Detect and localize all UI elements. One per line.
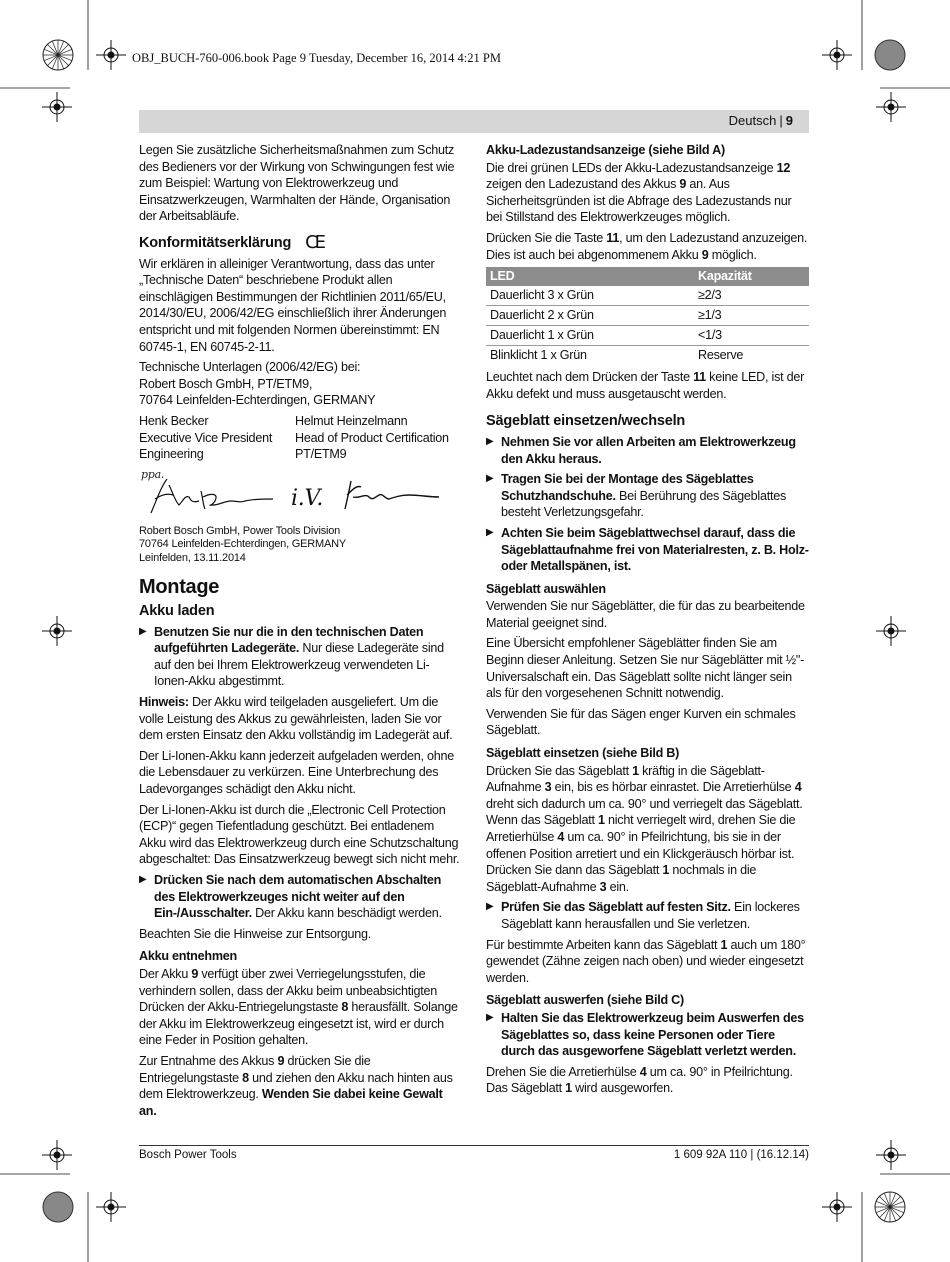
auswaehlen-paragraph-1: Verwenden Sie nur Sägeblätter, die für das zu bearbeitende Material geeignet sind. [486, 599, 805, 630]
table-cell: <1/3 [694, 326, 809, 346]
ref-number: 9 [191, 966, 199, 981]
bullet-pruefen-bold: Prüfen Sie das Sägeblatt auf festen Sitz. [501, 900, 731, 915]
led-table [486, 267, 809, 365]
table-cell: ≥1/3 [694, 306, 809, 326]
signer1-name: Henk Becker [139, 413, 209, 428]
table-cell: Dauerlicht 2 x Grün [486, 306, 694, 326]
defekt-paragraph [486, 369, 810, 402]
bullet-materialresten-text: Achten Sie beim Sägeblattwechsel darauf, dass die Sägeblattaufnahme frei von Materialresten, z. B. Holz- oder Metallspänen, ist. [501, 525, 809, 574]
ladezustand-paragraph-1 [486, 160, 810, 226]
ref-number: 1 [632, 763, 639, 778]
konformitaet-heading [139, 231, 463, 253]
text-run: Zur Entnahme des Akkus [139, 1053, 278, 1068]
ref-number: 4 [557, 830, 565, 844]
bullet-abschalten-text [154, 872, 463, 922]
text-run: wird ausgeworfen. [571, 1081, 674, 1096]
handwritten-signatures [139, 465, 463, 521]
text-run: drücken Sie die Entriegelungstaste [139, 1053, 371, 1085]
bullet-auswerfen [486, 1010, 810, 1060]
text-run: Drücken Sie das Sägeblatt [486, 763, 633, 778]
signers-block [139, 413, 463, 463]
akku-laden-title: Akku laden [139, 603, 215, 620]
footer-brand: Bosch Power Tools [139, 1149, 237, 1161]
text-run: um ca. 90° in Pfeilrichtung. Das Sägeblatt [486, 1064, 793, 1096]
ref-number: 8 [341, 1000, 349, 1015]
einsetzen-paragraph [486, 763, 810, 896]
text-run: nicht verriegelt wird, drehen Sie die Arretierhülse [486, 813, 796, 844]
akku-entnehmen-title: Akku entnehmen [139, 949, 237, 964]
tech-docs-block [139, 359, 463, 409]
text-run: nochmals in die Sägeblatt-Aufnahme [486, 863, 757, 894]
bullet-arrow-icon: ▶ [486, 435, 494, 447]
bullet-abschalten-bold: Drücken Sie nach dem automatischen Abschalten des Elektrowerkzeuges nicht weiter auf den Ein-/Ausschalter. [154, 872, 442, 921]
montage-title: Montage [139, 576, 220, 599]
text-run: auch um 180° gewendet (Zähne zeigen nach oben) und wieder eingesetzt werden. [486, 937, 806, 985]
ref-number: 1 [565, 1081, 572, 1096]
bullet-arrow-icon: ▶ [139, 625, 147, 637]
text-run: Drehen Sie die Arretierhülse [486, 1064, 640, 1079]
ref-number: 4 [639, 1064, 647, 1079]
table-cell: Blinklicht 1 x Grün [490, 348, 587, 363]
table-row [486, 326, 809, 346]
hinweis-label: Hinweis: [139, 695, 189, 710]
led-table-header-led: LED [486, 267, 694, 286]
signer1-role1: Executive Vice President [139, 430, 273, 445]
konformitaet-text: Wir erklären in alleiniger Verantwortung, dass das unter „Technische Daten“ beschriebene Produkt allen einschlägigen Bestimmungen der Richtlinien 2011/65/EU, 2014/30/EU, 2006/42/EG einschließlich ihrer Änderungen entspricht und mit folgenden Normen übereinstimmt: EN 60745-1, EN 60745-2-11. [139, 256, 447, 354]
led-table-header-kapazitaet: Kapazität [694, 267, 809, 286]
ref-number: 3 [599, 879, 607, 894]
table-cell: Dauerlicht 3 x Grün [486, 286, 694, 306]
bullet-arrow-icon: ▶ [486, 526, 494, 538]
company-line1: Robert Bosch GmbH, Power Tools Division [139, 524, 341, 537]
led-table-header-row [486, 267, 809, 286]
header-bar [139, 110, 809, 133]
saegeblatt-title: Sägeblatt einsetzen/wechseln [486, 413, 686, 430]
text-run: herausfällt. Solange der Akku im Elektrowerkzeug eingesetzt ist, wird er durch eine Feder in Position gehalten. [139, 1000, 458, 1048]
text-run: kräftig in die Sägeblatt-Aufnahme [486, 763, 765, 795]
right-column [486, 142, 810, 1101]
bullet-arrow-icon: ▶ [486, 901, 494, 913]
hinweis-text: Der Akku wird teilgeladen ausgeliefert. Um die volle Leistung des Akkus zu gewährleisten, laden Sie vor dem ersten Einsatz den Akku vollständig im Ladegerät auf. [139, 695, 453, 743]
company-line2: 70764 Leinfelden-Echterdingen, GERMANY [139, 538, 347, 551]
table-cell: Dauerlicht 1 x Grün [486, 326, 694, 346]
bullet-pruefen [486, 899, 810, 932]
text-run: Leuchtet nach dem Drücken der Taste [486, 370, 694, 385]
left-column [139, 142, 463, 1123]
auswerfen-paragraph [486, 1064, 810, 1097]
bullet-arrow-icon: ▶ [486, 1011, 494, 1023]
auswerfen-title: Sägeblatt auswerfen (siehe Bild C) [486, 993, 684, 1008]
company-line3: Leinfelden, 13.11.2014 [139, 551, 246, 564]
bullet-akku-heraus [486, 434, 810, 467]
hinweis-paragraph [139, 694, 463, 744]
bullet-ladegeraete-text [154, 624, 463, 690]
bullet-auswerfen-text: Halten Sie das Elektrowerkzeug beim Auswerfen des Sägeblattes so, dass keine Personen oder Tiere durch das ausgeworfene Sägeblatt verletzt werden. [501, 1010, 804, 1059]
bullet-ladegeraete-rest: Nur diese Ladegeräte sind auf den bei Ihrem Elektrowerkzeug verwendeten Li-Ionen-Akku abgestimmt. [154, 641, 444, 689]
signer2-role1: Head of Product Certification [295, 430, 449, 445]
text-run: an. Aus Sicherheitsgründen ist die Abfrage des Ladezustands nur bei Stillstand des Elektrowerkzeuges möglich. [486, 177, 792, 225]
bullet-schutzhandschuhe-bold: Tragen Sie bei der Montage des Sägeblattes Schutzhandschuhe. [501, 472, 754, 503]
auswaehlen-paragraph-2: Eine Übersicht empfohlener Sägeblätter finden Sie am Beginn dieser Anleitung. Setzen Sie nur Sägeblätter mit ½"-Universalschaft ein. Das Sägeblatt sollte nicht länger sein als für den vorgesehenen Schnitt notwendig. [486, 636, 805, 701]
ref-number: 9 [277, 1053, 285, 1068]
text-run: keine LED, ist der Akku defekt und muss ausgetauscht werden. [486, 370, 805, 401]
text-run: ein. [606, 879, 629, 894]
ref-number: 9 [679, 177, 687, 192]
company-block [139, 525, 463, 566]
entnehmen-paragraph-1 [139, 966, 463, 1049]
einsetzen-title: Sägeblatt einsetzen (siehe Bild B) [486, 746, 680, 761]
bullet-abschalten-rest: Der Akku kann beschädigt werden. [251, 906, 442, 921]
signature-iv: i.V. [291, 485, 324, 511]
table-row [486, 346, 809, 366]
entnehmen-paragraph-2 [139, 1053, 463, 1119]
text-run: möglich. [708, 247, 757, 262]
text-run: Drücken Sie die Taste [486, 230, 607, 245]
header-language: Deutsch | 9 [728, 113, 793, 128]
bestimmte-paragraph [486, 937, 810, 987]
text-run: um ca. 90° in Pfeilrichtung, bis sie in der offenen Position arretiert und ein Klickgeräusch hörbar ist. Drücken Sie dann das Sägeblatt [486, 830, 795, 878]
ref-number: 11 [606, 230, 620, 245]
ref-number: 4 [794, 780, 802, 795]
signer1-role2: Engineering [139, 447, 204, 462]
signature-ppa: ppa. [141, 467, 165, 481]
ref-number: 1 [720, 937, 728, 952]
footer-doc-number: 1 609 92A 110 | (16.12.14) [673, 1149, 809, 1161]
ref-number: 3 [544, 780, 552, 795]
ref-number: 8 [242, 1070, 249, 1085]
ref-number: 11 [693, 370, 706, 385]
liion-paragraph: Der Li-Ionen-Akku kann jederzeit aufgeladen werden, ohne die Lebensdauer zu verkürzen. Eine Unterbrechung des Ladevorganges schädigt den Akku nicht. [139, 748, 455, 796]
text-run: zeigen den Ladezustand des Akkus [486, 177, 680, 192]
tech-docs-company: Robert Bosch GmbH, PT/ETM9, [139, 376, 313, 391]
text-run: und ziehen den Akku nach hinten aus dem Elektrowerkzeug. [139, 1070, 453, 1102]
ladezustand-paragraph-2 [486, 230, 810, 263]
text-run: Für bestimmte Arbeiten kann das Sägeblatt [486, 937, 721, 952]
signer2-role2: PT/ETM9 [295, 447, 347, 462]
bullet-materialresten [486, 525, 810, 575]
signatures [139, 465, 463, 521]
header-language-label: Deutsch [728, 113, 777, 128]
table-row [486, 306, 809, 326]
ref-number: 1 [597, 813, 605, 828]
ce-mark-icon: CE [305, 231, 324, 253]
table-cell: ≥2/3 [694, 286, 809, 306]
ref-number: 12 [776, 160, 791, 175]
footer-divider [139, 1145, 809, 1146]
tech-docs-address: 70764 Leinfelden-Echterdingen, GERMANY [139, 393, 376, 408]
table-row [486, 286, 809, 306]
tech-docs-label: Technische Unterlagen (2006/42/EG) bei: [139, 360, 361, 375]
text-run: ein, bis es hörbar einrastet. Die Arretierhülse [551, 780, 795, 795]
bullet-arrow-icon: ▶ [139, 873, 147, 885]
ref-number: 9 [701, 247, 709, 262]
bullet-akku-heraus-text: Nehmen Sie vor allen Arbeiten am Elektrowerkzeug den Akku heraus. [501, 434, 796, 466]
bullet-arrow-icon: ▶ [486, 473, 494, 485]
konformitaet-title: Konformitätserklärung [139, 234, 292, 251]
bullet-schutzhandschuhe-text [501, 471, 810, 521]
bullet-abschalten [139, 872, 463, 922]
print-slug: OBJ_BUCH-760-006.book Page 9 Tuesday, December 16, 2014 4:21 PM [132, 51, 501, 65]
bullet-ladegeraete [139, 624, 463, 690]
auswaehlen-paragraph-3: Verwenden Sie für das Sägen enger Kurven ein schmales Sägeblatt. [486, 706, 796, 738]
bullet-schutzhandschuhe-rest: Bei Berührung des Sägeblattes besteht Verletzungsgefahr. [501, 488, 787, 520]
intro-paragraph: Legen Sie zusätzliche Sicherheitsmaßnahmen zum Schutz des Bedieners vor der Wirkung von Schwingungen fest wie zum Beispiel: Wartung von Elektrowerkzeug und Einsatzwerkzeugen, Warmhalten der Hände, Organisation der Arbeitsabläufe. [139, 143, 455, 224]
bullet-pruefen-text [501, 899, 810, 932]
signer2-name: Helmut Heinzelmann [295, 413, 408, 428]
bullet-schutzhandschuhe [486, 471, 810, 521]
ecp-paragraph: Der Li-Ionen-Akku ist durch die „Electronic Cell Protection (ECP)“ gegen Tiefentladung geschützt. Bei entladenem Akku wird das Elektrowerkzeug durch eine Schutzschaltung abgeschaltet: Das Einsatzwerkzeug bewegt sich nicht mehr. [139, 802, 460, 867]
entsorgung-paragraph: Beachten Sie die Hinweise zur Entsorgung. [139, 926, 371, 941]
text-run: dreht sich dadurch um ca. 90° und verriegelt das Sägeblatt. Wenn das Sägeblatt [486, 796, 803, 828]
ref-number: 1 [662, 863, 670, 878]
text-run: , um den Ladezustand anzuzeigen. Dies ist auch bei abgenommenem Akku [486, 230, 808, 262]
auswaehlen-title: Sägeblatt auswählen [486, 581, 606, 596]
table-cell: Reserve [698, 348, 744, 363]
entnehmen-warning: Wenden Sie dabei keine Gewalt an. [139, 1087, 443, 1118]
ladezustand-title: Akku-Ladezustandsanzeige (siehe Bild A) [486, 143, 725, 157]
text-run: verfügt über zwei Verriegelungsstufen, die verhindern sollen, dass der Akku beim unbeabsichtigten Drücken der Akku-Entriegelungstaste [139, 966, 438, 1015]
text-run: Die drei grünen LEDs der Akku-Ladezustandsanzeige [486, 160, 777, 175]
bullet-pruefen-rest: Ein lockeres Sägeblatt kann herausfallen und Sie verletzen. [501, 900, 800, 931]
page-number: 9 [785, 113, 793, 128]
bullet-ladegeraete-bold: Benutzen Sie nur die in den technischen Daten aufgeführten Ladegeräte. [154, 624, 424, 656]
text-run: Der Akku [139, 966, 192, 981]
